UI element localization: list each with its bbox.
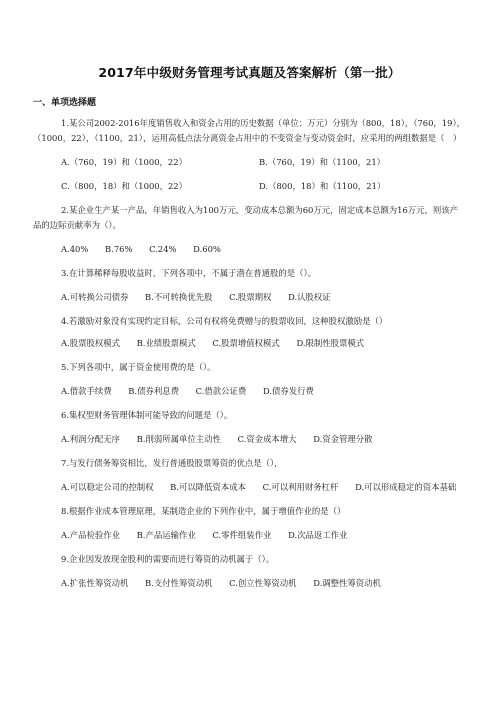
option: D.调整性筹资动机 [313,578,381,588]
section-heading: 一、单项选择题 [33,98,97,108]
question-options [33,242,466,257]
question-stem: 6.集权型财务管理体制可能导致的问题是（）。 [61,410,233,420]
option: C.借款公证费 [195,386,247,396]
question-options [33,480,466,495]
option: A.40% [61,244,89,254]
option: A.扩张性筹资动机 [61,578,129,588]
option: A.可转换公司债券 [61,292,129,302]
document-title: 2017年中级财务管理考试真题及答案解析（第一批） [98,65,401,80]
question-stem: 3.在计算稀释每股收益时，下列各项中，不属于潜在普通股的是（）。 [61,268,317,278]
option: D.可以形成稳定的资本基础 [355,482,457,492]
option: B.业绩股票模式 [136,338,196,348]
option: C.24% [149,244,177,254]
option: B.削弱所属单位主动性 [136,434,221,444]
question-options [33,432,466,447]
option: C.股票期权 [229,292,272,302]
option: A.可以稳定公司的控制权 [61,482,154,492]
question-options [33,290,466,305]
option: A.利润分配无序 [61,434,120,444]
question-options [33,336,466,351]
option: C.可以利用财务杠杆 [262,482,339,492]
option: C.资金成本增大 [237,434,297,444]
option: C.股票增值权模式 [212,338,280,348]
option: C.零件组装作业 [212,530,272,540]
question-options [33,384,466,399]
option: D.认股权证 [288,292,331,302]
option: B.可以降低资本成本 [170,482,246,492]
option: D.60% [193,244,221,254]
option: C.（800，18）和（1000，22） [61,181,188,191]
question-stem: 7.与发行债务筹资相比，发行普通股股票筹资的优点是（）， [61,458,283,468]
question-stem: 5.下列各项中，属于资金使用费的是（）。 [61,362,216,372]
option: D.（800，18）和（1100，21） [259,181,386,191]
question-options [33,528,466,543]
option: A.股票股权模式 [61,338,120,348]
option: C.创立性筹资动机 [229,578,297,588]
option: D.次品返工作业 [288,530,348,540]
option: B.债券利息费 [128,386,179,396]
question-stem: 1.某公司2002-2016年度销售收入和资金占用的历史数据（单位：万元）分别为（800，18），（760，19），（1000，22），（1100，21），运用高低点法分离资金占用中的不变资金与变动资金时，应采用的两组数据是（ ） [33,118,466,143]
option: B.产品运输作业 [136,530,196,540]
question-stem: 2.某企业生产某一产品，年销售收入为100万元，变动成本总额为60万元，固定成本总额为16万元，则该产品的边际贡献率为（）。 [33,205,459,230]
question-options [33,576,466,591]
option: A.（760，19）和（1000，22） [61,157,187,167]
option: D.资金管理分散 [313,434,373,444]
option: A.产品检验作业 [61,530,120,540]
option: A.借款手续费 [61,386,112,396]
question-stem: 4.若激励对象没有实现约定目标，公司有权将免费赠与的股票收回，这种股权激励是（） [61,316,388,326]
question-stem: 9.企业因发放现金股利的需要而进行筹资的动机属于（）。 [61,554,275,564]
option: B.不可转换优先股 [145,292,213,302]
option: B.76% [105,244,133,254]
option: D.限制性股票模式 [296,338,365,348]
option: D.债券发行费 [262,386,314,396]
question-options [33,155,466,194]
option: B.支付性筹资动机 [145,578,213,588]
question-stem: 8.根据作业成本管理原理，某制造企业的下列作业中，属于增值作业的是（） [61,506,346,516]
option: B.（760，19）和（1100，21） [259,157,386,167]
